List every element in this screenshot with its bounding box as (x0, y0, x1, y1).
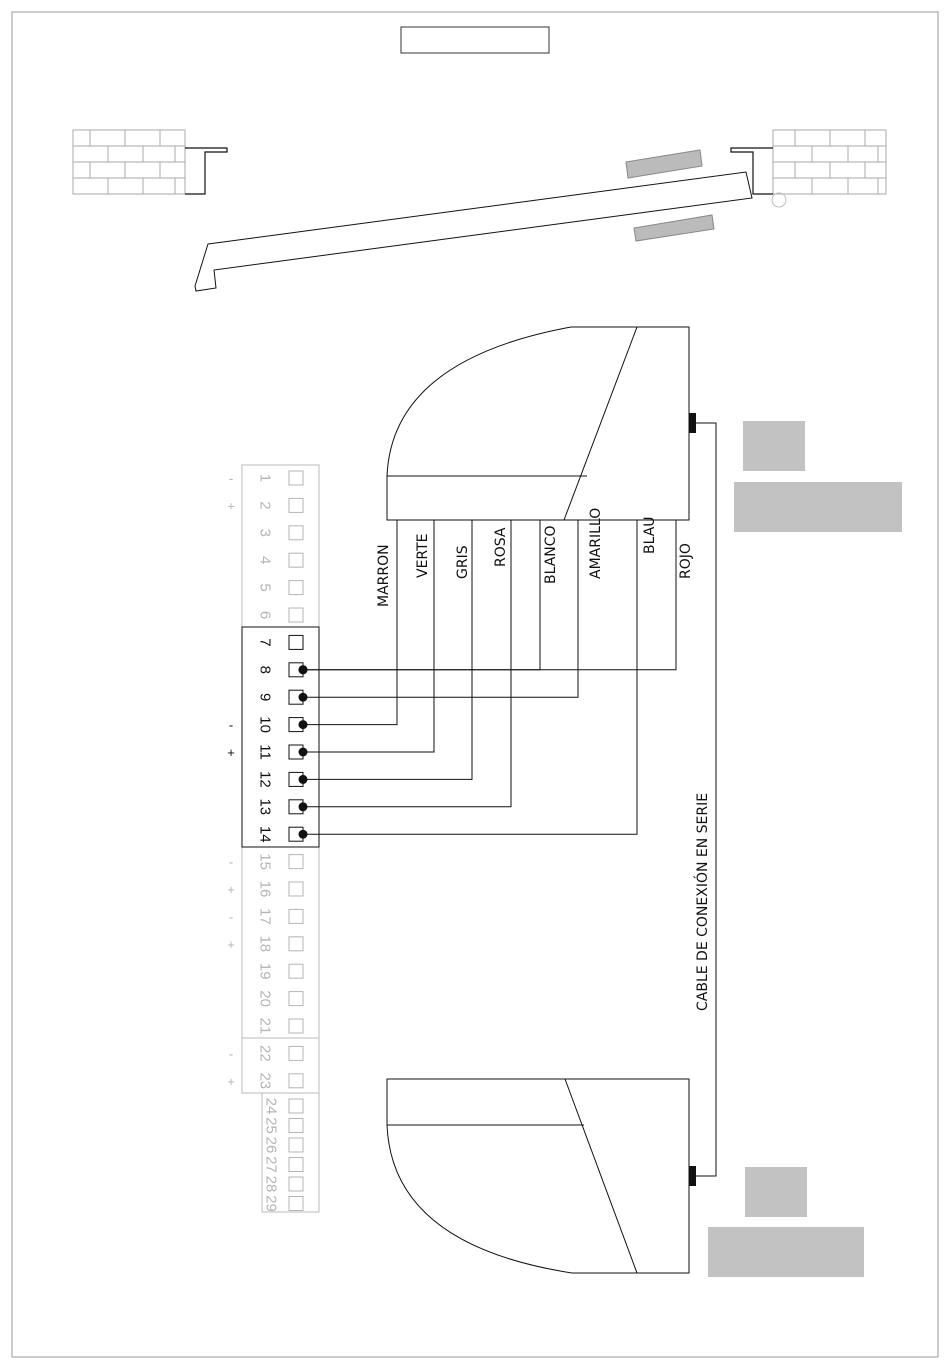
wire-label-blanco: BLANCO (543, 525, 559, 584)
terminal-number-9: 9 (256, 693, 274, 702)
terminal-number-14: 14 (256, 825, 274, 843)
terminal-number-22: 22 (256, 1045, 274, 1062)
terminal-number-8: 8 (256, 665, 274, 674)
terminal-box-4 (289, 553, 303, 567)
wire-rojo (303, 520, 676, 670)
terminal-box-23 (289, 1074, 303, 1088)
block-bottom-small (745, 1167, 807, 1217)
terminal-number-4: 4 (256, 556, 274, 565)
terminal-number-15: 15 (256, 853, 274, 870)
terminal-sign-18: + (227, 936, 235, 952)
wire-rosa (303, 520, 511, 807)
wire-dot-rojo (299, 665, 308, 674)
terminal-sign-2: + (227, 498, 235, 514)
photocell-top (626, 150, 702, 178)
terminal-box-25 (289, 1119, 303, 1133)
page-frame (12, 12, 938, 1357)
terminal-number-29: 29 (262, 1195, 280, 1212)
terminal-box-24 (289, 1099, 303, 1113)
wire-dot-marron (299, 720, 308, 729)
terminal-number-20: 20 (256, 990, 274, 1007)
gate-post-right (731, 148, 773, 194)
brick-wall-right (773, 130, 886, 194)
cable-label: CABLE DE CONEXIÓN EN SERIE (695, 792, 711, 1011)
photocell-bottom (634, 215, 714, 241)
terminal-number-17: 17 (256, 908, 274, 925)
terminal-box-27 (289, 1158, 303, 1172)
terminal-sign-11: + (227, 745, 235, 760)
terminal-number-21: 21 (256, 1017, 274, 1035)
terminal-box-3 (289, 526, 303, 540)
terminal-box-2 (289, 498, 303, 512)
block-top-wide (734, 482, 902, 532)
terminal-box-26 (289, 1138, 303, 1152)
terminal-number-23: 23 (256, 1072, 274, 1090)
terminal-box-17 (289, 909, 303, 923)
terminal-box-29 (289, 1197, 303, 1211)
wire-amarillo (303, 520, 578, 697)
wire-label-blau: BLAU (642, 516, 658, 554)
hinge (772, 193, 786, 207)
wire-label-amarillo: AMARILLO (588, 507, 604, 579)
terminal-number-5: 5 (256, 583, 274, 592)
wire-label-rosa: ROSA (493, 527, 509, 567)
terminal-box-19 (289, 964, 303, 978)
terminal-number-24: 24 (262, 1097, 280, 1115)
wire-dot-rosa (299, 802, 308, 811)
terminal-number-10: 10 (256, 716, 274, 733)
terminal-sign-23: + (227, 1073, 235, 1089)
terminal-box-5 (289, 581, 303, 595)
terminal-number-13: 13 (256, 798, 274, 816)
terminal-box-22 (289, 1046, 303, 1060)
terminal-number-1: 1 (256, 473, 274, 483)
device-bottom (387, 1079, 689, 1273)
wire-label-gris: GRIS (455, 545, 471, 579)
wire-dot-amarillo (299, 693, 308, 702)
wire-label-rojo: ROJO (678, 543, 694, 579)
terminal-box-28 (289, 1177, 303, 1191)
wire-dot-gris (299, 775, 308, 784)
terminal-box-16 (289, 882, 303, 896)
wire-dot-blau (299, 830, 308, 839)
terminal-number-2: 2 (256, 501, 274, 510)
terminal-box-15 (289, 855, 303, 869)
terminal-sign-22: - (228, 1046, 234, 1062)
terminal-number-6: 6 (256, 610, 274, 620)
terminal-box-6 (289, 608, 303, 622)
terminal-number-28: 28 (262, 1175, 280, 1193)
terminal-box-20 (289, 992, 303, 1006)
terminal-box-18 (289, 937, 303, 951)
terminal-box-21 (289, 1019, 303, 1033)
terminal-sign-16: + (227, 882, 235, 897)
gate-post-left (185, 148, 227, 194)
terminal-number-11: 11 (256, 744, 274, 760)
terminal-sign-1: - (228, 471, 234, 486)
wire-dot-verte (299, 748, 308, 757)
terminal-number-25: 25 (262, 1117, 280, 1134)
terminal-number-18: 18 (256, 935, 274, 953)
terminal-number-12: 12 (256, 771, 274, 788)
block-top-small (743, 421, 805, 471)
terminal-number-27: 27 (262, 1156, 280, 1173)
terminal-strip (242, 465, 319, 1212)
brick-wall-left (73, 130, 185, 194)
device-top (387, 327, 689, 520)
connector-bottom (689, 1166, 696, 1186)
terminal-number-7: 7 (256, 638, 274, 647)
wire-label-verte: VERTE (415, 533, 431, 578)
terminal-sign-17: - (228, 909, 234, 925)
terminal-sign-10: - (228, 717, 234, 733)
connector-top (689, 413, 696, 433)
terminal-box-1 (289, 471, 303, 485)
terminal-number-19: 19 (256, 962, 274, 980)
terminal-number-16: 16 (256, 880, 274, 898)
block-bottom-wide (708, 1227, 864, 1277)
terminal-box-7 (289, 635, 303, 649)
terminal-number-3: 3 (256, 528, 274, 537)
terminal-number-26: 26 (262, 1136, 280, 1154)
wire-label-marron: MARRON (376, 544, 392, 607)
title-box (401, 27, 549, 53)
terminal-sign-15: - (228, 854, 234, 870)
